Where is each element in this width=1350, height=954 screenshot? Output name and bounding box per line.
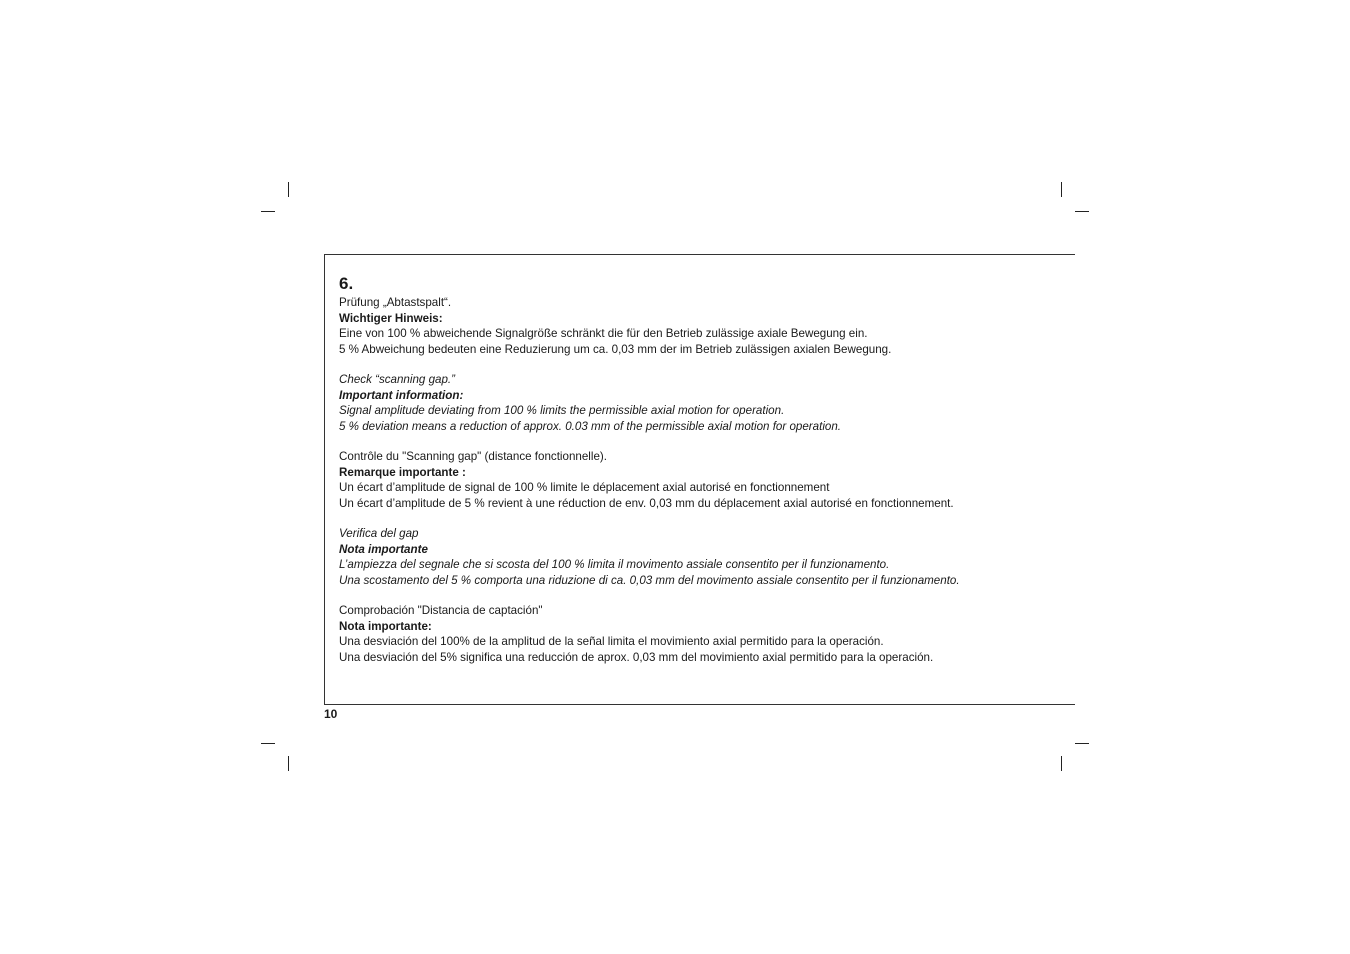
note-label: Nota importante [339, 542, 428, 556]
crop-mark-top-right-horizontal [1075, 211, 1089, 212]
crop-mark-bottom-left-vertical [288, 756, 289, 771]
crop-mark-bottom-right-vertical [1061, 756, 1062, 771]
note-line: Una desviación del 100% de la amplitud de la señal limita el movimiento axial permitido para la operación. [339, 635, 884, 648]
crop-mark-bottom-right-horizontal [1075, 743, 1089, 744]
section-title: Check “scanning gap.” [339, 373, 455, 386]
crop-mark-top-left-vertical [288, 182, 289, 197]
section-title: Comprobación "Distancia de captación" [339, 604, 543, 617]
section-title: Prüfung „Abtastspalt“. [339, 296, 452, 309]
page-content [339, 274, 1069, 665]
note-line: Un écart d’amplitude de signal de 100 % limite le déplacement axial autorisé en fonctionnement [339, 481, 830, 494]
note-line: Signal amplitude deviating from 100 % limits the permissible axial motion for operation. [339, 404, 785, 417]
page-number: 10 [324, 707, 338, 721]
note-label: Important information: [339, 388, 464, 402]
section-title: Contrôle du "Scanning gap" (distance fonctionnelle). [339, 450, 607, 463]
note-line: Un écart d’amplitude de 5 % revient à une réduction de env. 0,03 mm du déplacement axial autorisé en fonctionnement. [339, 496, 954, 510]
note-line: Una scostamento del 5 % comporta una riduzione di ca. 0,03 mm del movimento assiale consentito per il funzionamento. [339, 573, 960, 587]
crop-mark-bottom-left-horizontal [261, 743, 275, 744]
note-label: Wichtiger Hinweis: [339, 311, 443, 325]
section-spanish [339, 603, 1069, 665]
frame-bottom-rule [324, 704, 1075, 705]
frame-left-rule [324, 254, 325, 705]
section-title: Verifica del gap [339, 527, 419, 540]
note-line: 5 % Abweichung bedeuten eine Reduzierung um ca. 0,03 mm der im Betrieb zulässigen axialen Bewegung. [339, 342, 892, 356]
frame-top-rule [324, 254, 1075, 255]
section-french [339, 449, 1069, 511]
note-line: 5 % deviation means a reduction of approx. 0.03 mm of the permissible axial motion for operation. [339, 419, 842, 433]
crop-mark-top-left-horizontal [261, 211, 275, 212]
note-line: L’ampiezza del segnale che si scosta del 100 % limita il movimento assiale consentito per il funzionamento. [339, 558, 890, 571]
section-italian [339, 526, 1069, 588]
note-label: Remarque importante : [339, 465, 466, 479]
note-line: Una desviación del 5% significa una reducción de aprox. 0,03 mm del movimiento axial permitido para la operación. [339, 650, 934, 664]
section-german [339, 295, 1069, 357]
section-heading: 6. [339, 274, 354, 293]
section-english [339, 372, 1069, 434]
note-label: Nota importante: [339, 619, 432, 633]
note-line: Eine von 100 % abweichende Signalgröße schränkt die für den Betrieb zulässige axiale Bewegung ein. [339, 327, 868, 340]
crop-mark-top-right-vertical [1061, 182, 1062, 197]
